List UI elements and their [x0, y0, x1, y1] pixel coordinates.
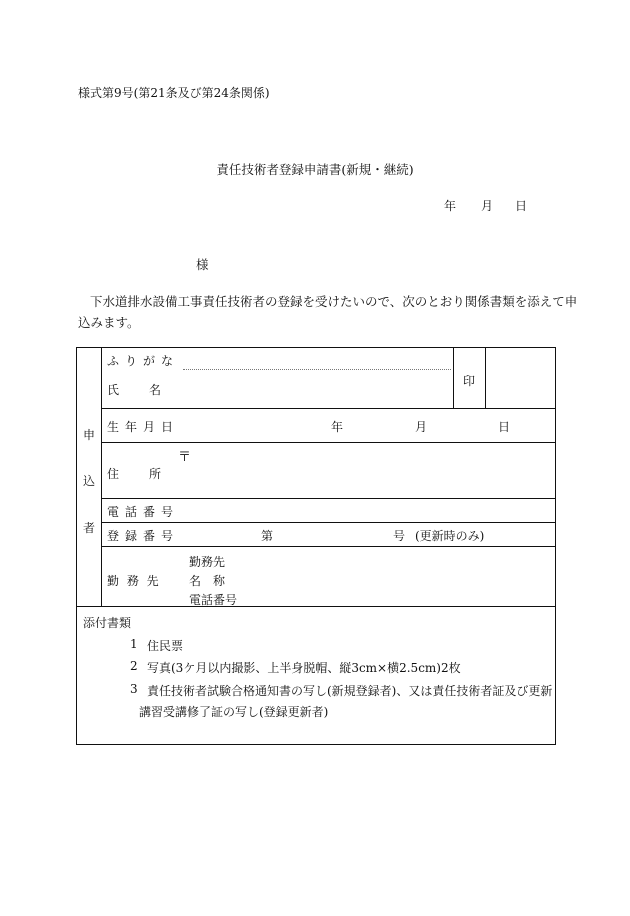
date-year-label: 年: [444, 199, 457, 213]
date-month-label: 月: [481, 199, 494, 213]
attachments-heading: 添付書類: [83, 616, 132, 630]
date-day-label: 日: [515, 199, 528, 213]
application-form-table: [76, 347, 556, 745]
furigana-dotted-line: [183, 369, 451, 370]
postal-mark: 〒: [178, 450, 192, 465]
attachment-number: 2: [130, 659, 138, 673]
applicant-label-char: 込: [83, 474, 96, 488]
rule-name-bottom: [101, 408, 556, 409]
workplace-label: 勤 務 先: [107, 574, 161, 588]
form-number: 様式第9号(第21条及び第24条関係): [78, 86, 270, 100]
birthdate-label: 生年月日: [107, 420, 180, 434]
rule-applicant-column: [101, 348, 102, 606]
furigana-label: ふりがな: [107, 354, 180, 368]
workplace-sub-label: 勤務先: [189, 555, 226, 569]
rule-registration-bottom: [101, 546, 556, 547]
rule-seal-right: [485, 348, 486, 408]
registration-prefix: 第: [261, 529, 274, 543]
name-label: 氏 名: [107, 383, 164, 397]
birth-day-label: 日: [498, 420, 511, 434]
rule-birth-bottom: [101, 442, 556, 443]
addressee-suffix: 様: [196, 257, 209, 272]
attachment-text: 写真(3ケ月以内撮影、上半身脱帽、縦3cm×横2.5cm)2枚: [147, 661, 461, 675]
intro-text-line1: 下水道排水設備工事責任技術者の登録を受けたいので、次のとおり関係書類を添えて申: [90, 294, 578, 309]
attachment-number: 3: [130, 682, 138, 696]
attachment-number: 1: [130, 637, 138, 651]
registration-suffix: 号: [393, 529, 406, 543]
registration-note: (更新時のみ): [415, 529, 485, 543]
rule-address-bottom: [101, 498, 556, 499]
seal-label: 印: [463, 374, 476, 388]
intro-text-line2: 込みます。: [78, 315, 140, 330]
attachment-text: 責任技術者試験合格通知書の写し(新規登録者)、又は責任技術者証及び更新: [147, 684, 553, 698]
rule-applicant-bottom: [77, 606, 556, 607]
workplace-sub-label: 電話番号: [189, 593, 238, 607]
rule-phone-bottom: [101, 522, 556, 523]
registration-label: 登録番号: [107, 529, 180, 543]
address-label: 住 所: [107, 467, 164, 481]
attachment-text: 住民票: [147, 639, 184, 653]
applicant-label-char: 者: [83, 521, 96, 535]
attachment-text-continuation: 講習受講修了証の写し(登録更新者): [139, 705, 329, 719]
birth-month-label: 月: [415, 420, 428, 434]
workplace-sub-label: 名 称: [189, 574, 226, 588]
birth-year-label: 年: [331, 420, 344, 434]
document-title: 責任技術者登録申請書(新規・継続): [216, 162, 414, 177]
rule-seal-left: [453, 348, 454, 408]
applicant-label-char: 申: [83, 428, 96, 442]
phone-label: 電話番号: [107, 505, 180, 519]
